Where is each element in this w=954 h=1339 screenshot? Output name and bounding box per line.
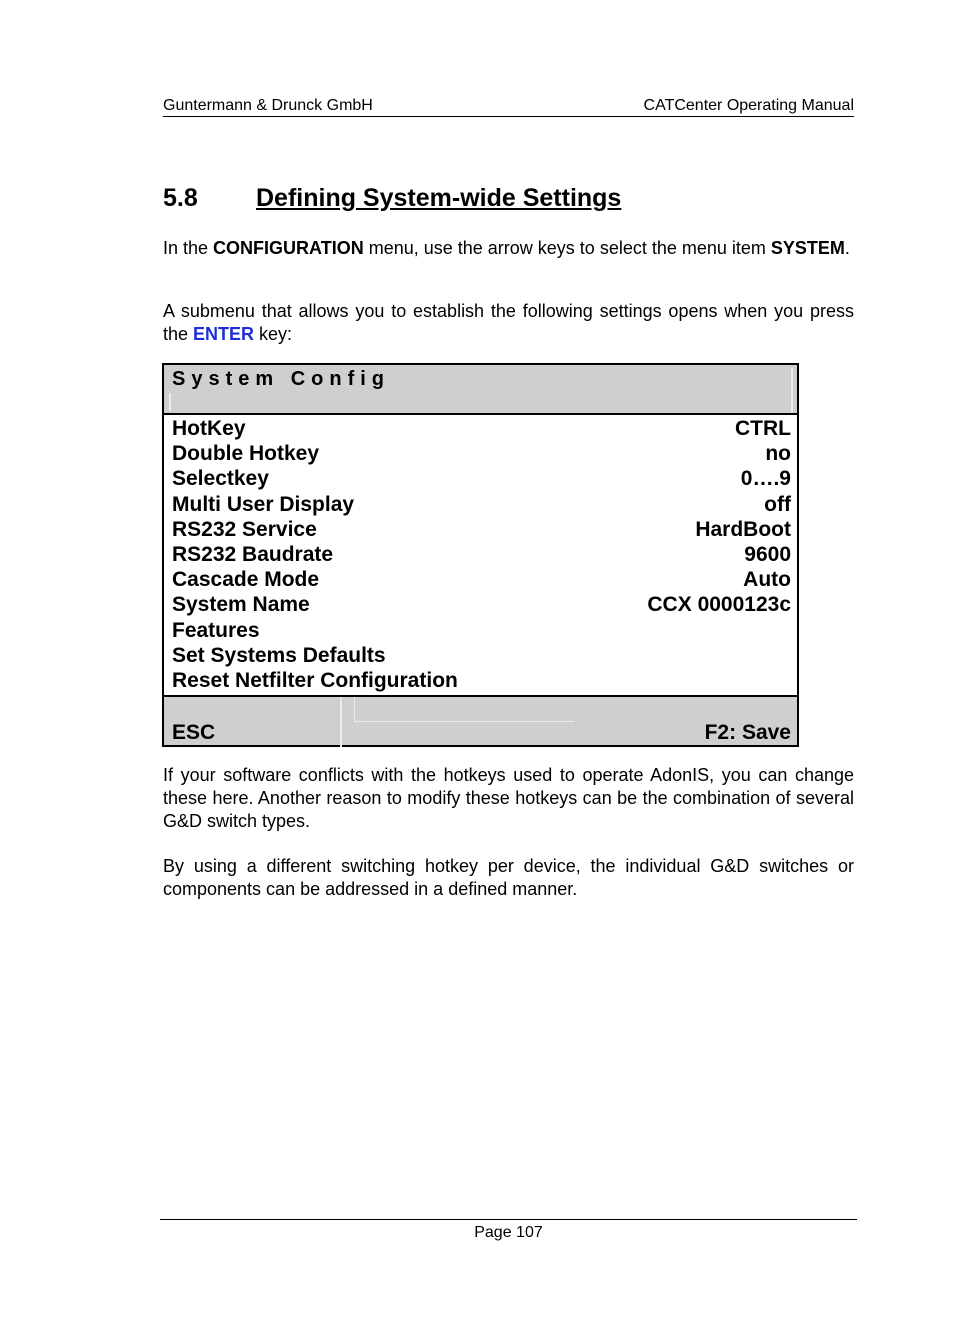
page-footer xyxy=(160,1219,857,1242)
menu-item-reset-netfilter[interactable] xyxy=(172,668,791,693)
footer-divider xyxy=(340,697,342,747)
save-key-label[interactable]: F2: Save xyxy=(704,721,791,744)
menu-item-label: Selectkey xyxy=(172,467,269,491)
menu-item-label: System Name xyxy=(172,593,310,617)
intro-paragraph-1 xyxy=(163,237,854,260)
menu-item-double-hotkey[interactable] xyxy=(172,441,791,466)
intro-text: . xyxy=(844,238,850,258)
header-manual-title: CATCenter Operating Manual xyxy=(643,97,854,114)
menu-item-set-systems-defaults[interactable] xyxy=(172,643,791,668)
section-heading xyxy=(163,184,621,213)
intro-text: In the xyxy=(163,238,214,258)
menu-item-label: Multi User Display xyxy=(172,492,355,516)
menu-item-cascade-mode[interactable] xyxy=(172,567,791,592)
menu-item-multi-user-display[interactable] xyxy=(172,492,791,517)
page-number: Page 107 xyxy=(474,1224,543,1241)
page-header xyxy=(163,97,854,117)
configuration-keyword: CONFIGURATION xyxy=(213,238,364,258)
menu-item-label: HotKey xyxy=(172,417,246,440)
menu-item-rs232-baudrate[interactable] xyxy=(172,542,791,567)
menu-title: System Config xyxy=(164,365,797,415)
menu-item-label: Double Hotkey xyxy=(172,442,320,466)
menu-footer xyxy=(164,695,797,745)
system-keyword: SYSTEM xyxy=(770,238,845,258)
footer-divider xyxy=(354,721,574,722)
menu-item-hotkey[interactable] xyxy=(172,416,791,441)
enter-key-keyword: ENTER xyxy=(193,324,255,344)
intro-text: key: xyxy=(254,324,293,344)
menu-item-selectkey[interactable] xyxy=(172,466,791,491)
menu-item-value: 0….9 xyxy=(740,467,791,491)
menu-item-label: Set Systems Defaults xyxy=(172,643,386,667)
menu-item-label: RS232 Service xyxy=(172,517,317,541)
intro-paragraph-2 xyxy=(163,300,854,346)
section-number: 5.8 xyxy=(163,184,198,212)
menu-item-value: Auto xyxy=(743,568,791,592)
menu-item-rs232-service[interactable] xyxy=(172,517,791,542)
body-paragraph-2: By using a different switching hotkey per device, the individual G&D switches or components can be addressed in a defined manner. xyxy=(163,856,854,899)
body-paragraph-1: If your software conflicts with the hotkeys used to operate AdonIS, you can change these here. Another reason to modify these hotkeys can be the combination of several G&D switch types. xyxy=(163,765,854,831)
menu-item-features[interactable] xyxy=(172,618,791,643)
system-config-menu xyxy=(162,363,799,747)
header-company: Guntermann & Drunck GmbH xyxy=(163,97,373,114)
menu-item-system-name[interactable] xyxy=(172,592,791,617)
menu-item-label: Features xyxy=(172,618,260,642)
section-title: Defining System-wide Settings xyxy=(256,184,622,212)
menu-item-value: 9600 xyxy=(744,542,791,566)
esc-key-label[interactable]: ESC xyxy=(172,721,216,744)
menu-item-label: Reset Netfilter Configuration xyxy=(172,668,458,692)
menu-item-value: CCX 0000123c xyxy=(647,593,791,617)
menu-item-label: Cascade Mode xyxy=(172,568,320,592)
menu-item-value: no xyxy=(765,442,791,466)
intro-text: menu, use the arrow keys to select the menu item xyxy=(363,238,771,258)
footer-divider xyxy=(354,697,355,721)
menu-item-label: RS232 Baudrate xyxy=(172,542,334,566)
menu-item-value: HardBoot xyxy=(695,517,791,541)
menu-item-value: off xyxy=(764,492,791,516)
menu-items xyxy=(164,415,797,693)
menu-item-value: CTRL xyxy=(735,417,791,440)
intro-text: A submenu that allows you to establish the following settings opens when you press the xyxy=(163,301,854,344)
